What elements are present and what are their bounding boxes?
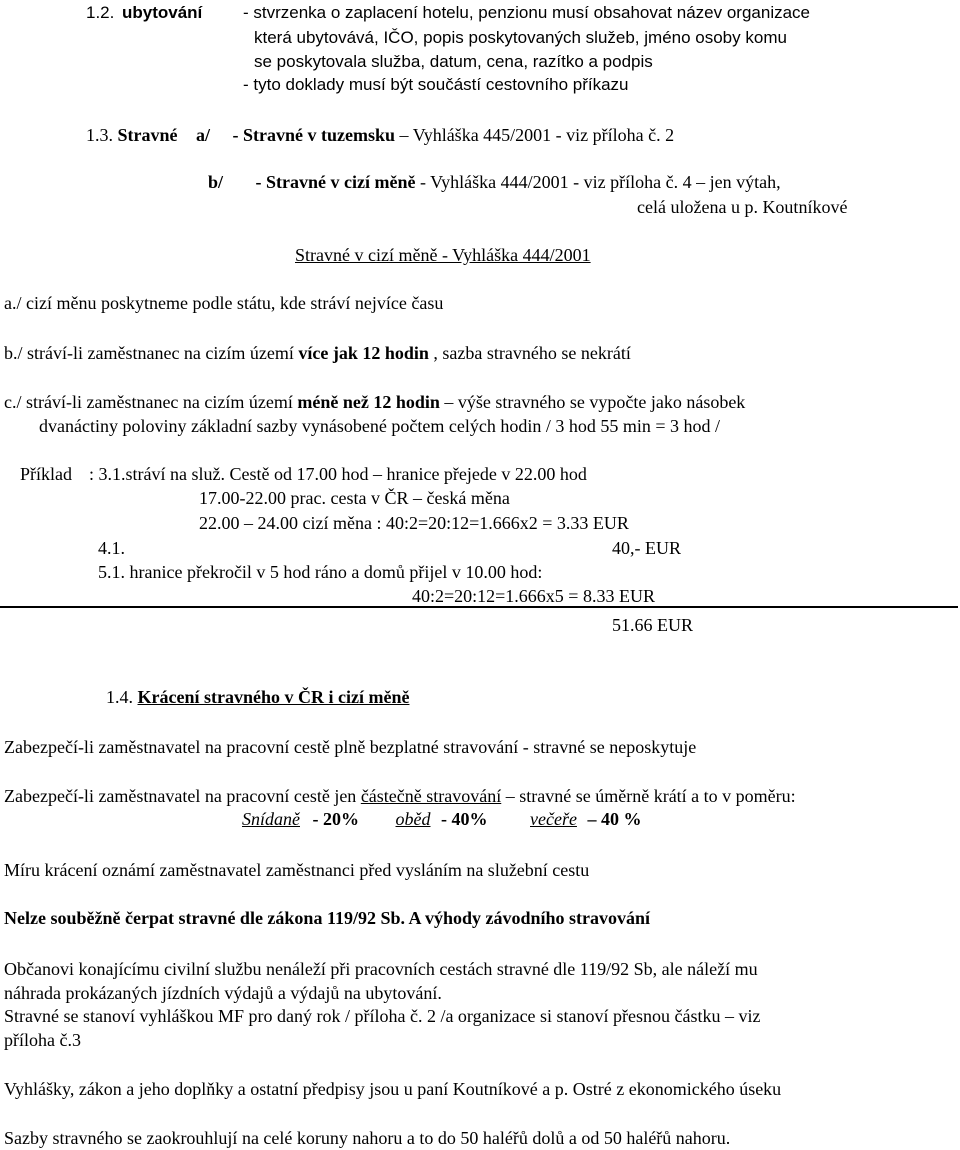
example-line-4-date: 4.1.: [98, 538, 125, 558]
section-number-1-3: 1.3.: [86, 125, 113, 145]
stravne-b-continuation: celá uložena u p. Koutníkové: [637, 197, 848, 217]
section-heading-1-4: [106, 686, 409, 708]
paragraph-civil-service-1: Občanovi konajícímu civilní službu nenáleží při pracovních cestách stravné dle 119/92 Sb, ale náleží mu: [4, 959, 758, 979]
ubytovani-line-2: která ubytovává, IČO, popis poskytovaných služeb, jméno osoby komu: [254, 28, 787, 47]
ratio-breakfast-label: Snídaně: [242, 809, 300, 829]
stravne-a-row: [86, 124, 674, 146]
section-title-ubytovani: ubytování: [122, 3, 203, 22]
stravne-b-mark: b/: [208, 172, 224, 192]
example-line-1: : 3.1.stráví na služ. Cestě od 17.00 hod – hranice přejede v 22.00 hod: [89, 464, 587, 484]
paragraph-rounding: Sazby stravného se zaokrouhlují na celé koruny nahoru a to do 50 haléřů dolů a od 50 haléřů nahoru.: [4, 1128, 731, 1148]
paragraph-no-double: Nelze souběžně čerpat stravné dle zákona 119/92 Sb. A výhody závodního stravování: [4, 908, 651, 928]
section-title-kraceni: Krácení stravného v ČR i cizí měně: [137, 687, 410, 707]
stravne-b-title: - Stravné v cizí měně: [255, 172, 416, 192]
ubytovani-line-1: - stvrzenka o zaplacení hotelu, penzionu musí obsahovat název organizace: [243, 3, 811, 22]
foreign-point-c: c./ stráví-li zaměstnanec na cizím území méně než 12 hodin – výše stravného se vypočte jako násobek: [4, 392, 746, 412]
ubytovani-line-3: se poskytovala služba, datum, cena, razítko a podpis: [254, 52, 653, 71]
foreign-point-b: b./ stráví-li zaměstnanec na cizím území více jak 12 hodin , sazba stravného se nekrátí: [4, 343, 631, 363]
ubytovani-line-4: - tyto doklady musí být součástí cestovního příkazu: [243, 75, 629, 94]
example-line-5: 5.1. hranice překročil v 5 hod ráno a domů přijel v 10.00 hod:: [98, 562, 543, 582]
ratio-dinner-value: – 40 %: [587, 809, 642, 829]
example-line-6: 40:2=20:12=1.666x5 = 8.33 EUR: [412, 586, 655, 606]
stravne-a-title: - Stravné v tuzemsku: [232, 125, 396, 145]
paragraph-free-meals: Zabezpečí-li zaměstnavatel na pracovní cestě plně bezplatné stravování - stravné se neposkytuje: [4, 737, 697, 757]
sum-divider: [0, 606, 958, 608]
ratio-breakfast-value: - 20%: [312, 809, 359, 829]
example-line-2: 17.00-22.00 prac. cesta v ČR – česká měna: [199, 488, 510, 508]
ratio-lunch-value: - 40%: [441, 809, 488, 829]
paragraph-mf-decree-1: Stravné se stanoví vyhláškou MF pro daný rok / příloha č. 2 /a organizace si stanoví přesnou částku – viz: [4, 1006, 761, 1026]
stravne-a-mark: a/: [196, 125, 211, 145]
paragraph-notice: Míru krácení oznámí zaměstnavatel zaměstnanci před vysláním na služební cestu: [4, 860, 590, 880]
section-number-1-2: 1.2.: [86, 3, 115, 22]
stravne-a-rest: – Vyhláška 445/2001 - viz příloha č. 2: [399, 125, 675, 145]
section-number-1-4: 1.4.: [106, 687, 133, 707]
paragraph-partial-meals: Zabezpečí-li zaměstnavatel na pracovní cestě jen částečně stravování – stravné se úměrně krátí a to v poměru:: [4, 786, 796, 806]
foreign-point-a: a./ cizí měnu poskytneme podle státu, kde stráví nejvíce času: [4, 293, 444, 313]
foreign-point-c-continuation: dvanáctiny poloviny základní sazby vynásobené počtem celých hodin / 3 hod 55 min = 3 hod /: [39, 416, 721, 436]
paragraph-mf-decree-2: příloha č.3: [4, 1030, 81, 1050]
example-line-4-amount: 40,- EUR: [612, 538, 681, 558]
foreign-heading: Stravné v cizí měně - Vyhláška 444/2001: [295, 245, 591, 265]
paragraph-civil-service-2: náhrada prokázaných jízdních výdajů a výdajů na ubytování.: [4, 983, 442, 1003]
ratio-lunch-label: oběd: [395, 809, 431, 829]
example-total: 51.66 EUR: [612, 615, 693, 635]
example-label: Příklad: [20, 464, 72, 484]
ratio-dinner-label: večeře: [530, 809, 577, 829]
section-title-stravne: Stravné: [117, 125, 178, 145]
stravne-b-row: [208, 171, 781, 193]
meal-ratio-row: [242, 808, 641, 830]
stravne-b-rest: - Vyhláška 444/2001 - viz příloha č. 4 – jen výtah,: [419, 172, 781, 192]
example-line-3: 22.00 – 24.00 cizí měna : 40:2=20:12=1.666x2 = 3.33 EUR: [199, 513, 629, 533]
paragraph-regulations: Vyhlášky, zákon a jeho doplňky a ostatní předpisy jsou u paní Koutníkové a p. Ostré z ekonomického úseku: [4, 1079, 782, 1099]
